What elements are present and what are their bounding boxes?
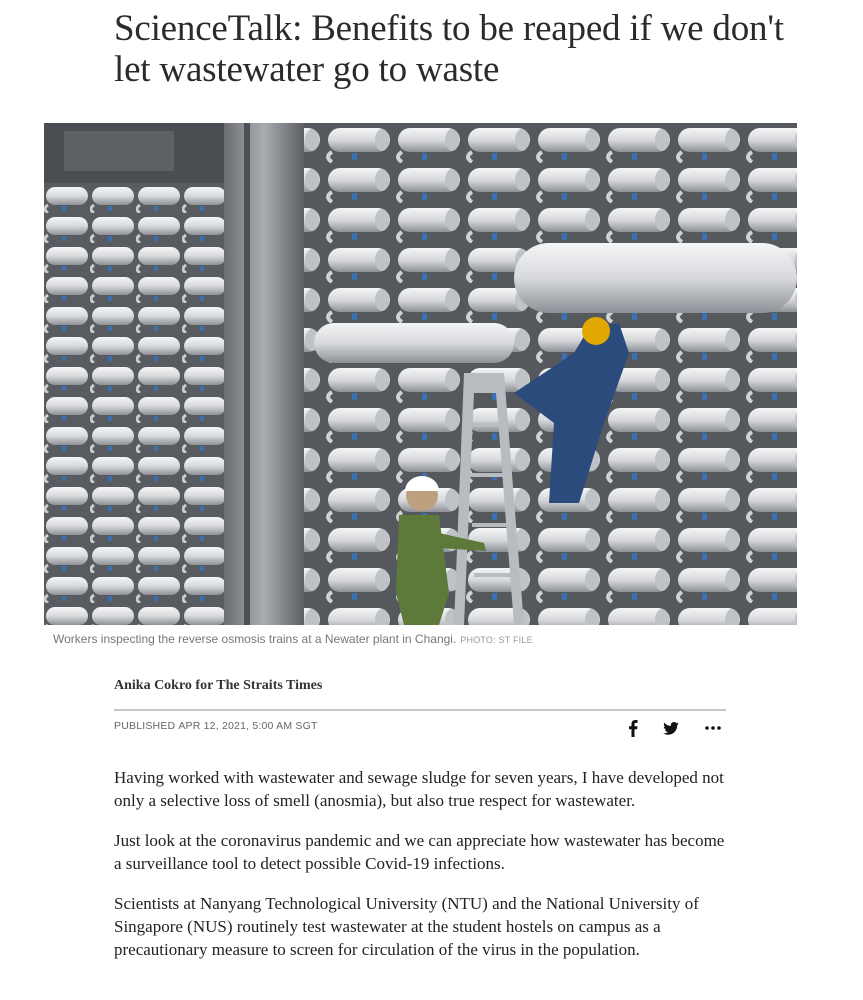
divider [114,709,726,711]
article-photo [44,123,797,625]
caption-text: Workers inspecting the reverse osmosis trains at a Newater plant in Changi. [53,632,457,646]
published-date: APR 12, 2021, 5:00 AM SGT [178,720,318,732]
article-paragraph: Having worked with wastewater and sewage sludge for seven years, I have developed not only a selective loss of smell (anosmia), but also true respect for wastewater. [114,768,724,810]
published-info [114,720,318,732]
published-label: PUBLISHED [114,720,176,732]
photo-credit: PHOTO: ST FILE [460,635,533,645]
photo-caption [53,632,813,646]
twitter-share-button[interactable] [660,718,682,738]
twitter-icon [663,722,679,735]
byline[interactable]: Anika Cokro for The Straits Times [114,678,323,693]
more-share-options-button[interactable] [702,718,724,738]
article-paragraph: Scientists at Nanyang Technological University (NTU) and the National University of Singapore (NUS) routinely test wastewater at the student hostels on campus as a precautionary measure to screen for circulation of the virus in the population. [114,894,699,959]
facebook-share-button[interactable] [622,718,644,738]
more-icon [705,726,721,730]
article-body [114,766,726,978]
reverse-osmosis-plant-image [44,123,797,625]
facebook-icon [628,720,638,737]
article-paragraph: Just look at the coronavirus pandemic and we can appreciate how wastewater has become a surveillance tool to detect possible Covid-19 infections. [114,831,725,873]
article-headline: ScienceTalk: Benefits to be reaped if we don't let wastewater go to waste [114,8,784,90]
